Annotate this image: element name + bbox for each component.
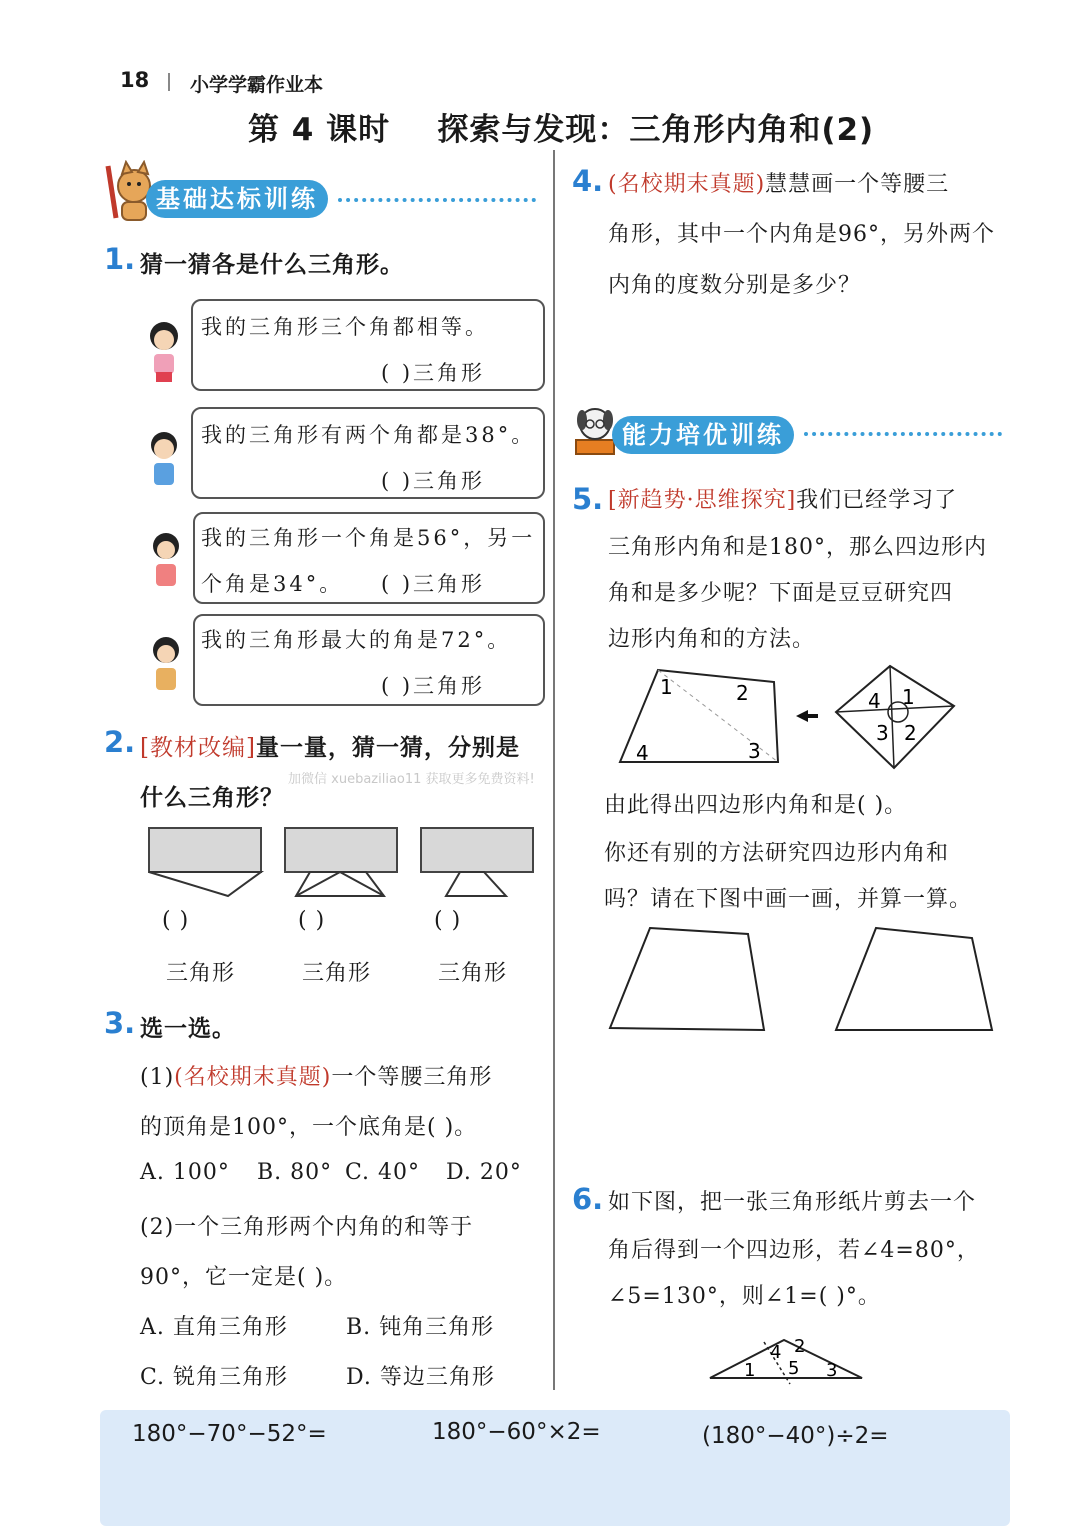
watermark: 加微信 xuebaziliao11 获取更多免费资料! [288,772,535,787]
calc-3: (180°−40°)÷2= [702,1423,889,1449]
q6-triangle-figure [706,1326,868,1386]
q2-caption-2: 三角形 [302,961,372,986]
q3-option-a[interactable]: A. 直角三角形 [140,1315,288,1340]
speech-text: 个角是34°。 [201,572,344,596]
calc-1: 180°−70°−52°= [132,1421,327,1447]
angle-label: 4 [770,1342,782,1363]
q5-line4: 边形内角和的方法。 [608,627,816,652]
speech-text: 我的三角形三个角都相等。 [201,315,489,339]
lesson-title: 第 4 课时 探索与发现：三角形内角和(2) [248,112,875,148]
book-name: 小学学霸作业本 [190,74,324,96]
q5-drawing-area[interactable] [604,920,1004,1040]
speech-text: 我的三角形有两个角都是38°。 [201,423,536,447]
page-number: 18 [120,68,150,92]
dog-mascot-icon [572,404,618,458]
angle-label: 1 [660,675,673,699]
q5-number: 5. [572,482,604,516]
q3-option-c[interactable]: C. 40° [345,1160,421,1185]
angle-label: 3 [876,721,889,745]
arrow-right-icon [796,710,818,722]
q3-option-b[interactable]: B. 80° [257,1160,333,1185]
angle-label: 3 [748,739,761,763]
section-banner-advanced: 能力培优训练 [612,416,794,454]
q2-caption-3: 三角形 [438,961,508,986]
q3-part2-line1: (2)一个三角形两个内角的和等于 [140,1215,474,1240]
q2-figures [140,822,540,902]
angle-label: 2 [904,721,917,745]
speech-text: 我的三角形最大的角是72°。 [201,628,512,652]
q2-blank-2[interactable]: ( ) [298,908,326,933]
banner-dots [804,432,1002,436]
q3-part1-line2: 的顶角是100°，一个底角是( )。 [140,1115,478,1140]
q3-part1-line1: (1)(名校期末真题)一个等腰三角形 [140,1065,493,1090]
q5-quadrilateral-figure [612,660,968,772]
angle-label: 1 [902,685,915,709]
angle-label: 2 [736,681,749,705]
q6-number: 6. [572,1182,604,1216]
speech-box-3 [193,512,545,604]
boy-avatar-icon [144,632,188,702]
answer-blank[interactable]: ( )三角形 [381,469,486,493]
q3-option-c[interactable]: C. 锐角三角形 [140,1365,289,1390]
girl-avatar-icon [144,528,188,598]
speech-text: 我的三角形一个角是56°，另一 [201,526,536,550]
q3-option-d[interactable]: D. 20° [446,1160,522,1185]
speech-box-2 [191,407,545,499]
angle-label: 3 [826,1360,838,1381]
q2-prompt-line2: 什么三角形？ [140,785,284,811]
q2-prompt: [教材改编]量一量，猜一猜，分别是 [140,735,520,761]
angle-label: 5 [788,1358,800,1379]
angle-label: 4 [636,741,649,765]
answer-blank[interactable]: ( )三角形 [381,572,486,596]
speech-box-4 [193,614,545,706]
boy-avatar-icon [142,425,186,495]
q3-option-b[interactable]: B. 钝角三角形 [346,1315,495,1340]
q3-option-a[interactable]: A. 100° [140,1160,230,1185]
q3-option-d[interactable]: D. 等边三角形 [346,1365,495,1390]
q2-number: 2. [104,725,136,759]
q5-result: 由此得出四边形内角和是( )。 [604,793,908,818]
q5-line3: 角和是多少呢？下面是豆豆研究四 [608,581,954,606]
column-divider [553,150,555,1390]
q4-number: 4. [572,164,604,198]
q6-line3: ∠5=130°，则∠1=( )°。 [608,1284,881,1309]
q6-line2: 角后得到一个四边形，若∠4=80°， [608,1238,980,1263]
answer-blank[interactable]: ( )三角形 [381,674,486,698]
banner-dots [338,198,536,202]
q4-line2: 角形，其中一个内角是96°，另外两个 [608,222,995,247]
q1-prompt: 猜一猜各是什么三角形。 [140,252,404,278]
angle-label: 4 [868,689,881,713]
q6-line1: 如下图，把一张三角形纸片剪去一个 [608,1190,977,1215]
speech-box-1 [191,299,545,391]
q5-line1: [新趋势·思维探究]我们已经学习了 [608,488,958,513]
q2-blank-1[interactable]: ( ) [162,908,190,933]
header-divider [168,73,170,91]
q5-ask1: 你还有别的方法研究四边形内角和 [604,841,950,866]
girl-avatar-icon [142,316,186,386]
q1-number: 1. [104,242,136,276]
angle-label: 2 [794,1336,806,1357]
q5-ask2: 吗？请在下图中画一画，并算一算。 [604,887,973,912]
q5-line2: 三角形内角和是180°，那么四边形内 [608,535,987,560]
q4-line3: 内角的度数分别是多少？ [608,273,862,298]
q3-number: 3. [104,1006,136,1040]
answer-blank[interactable]: ( )三角形 [381,361,486,385]
q4-line1: (名校期末真题)慧慧画一个等腰三 [608,172,950,197]
angle-label: 1 [744,1360,756,1381]
q3-prompt: 选一选。 [140,1016,236,1042]
q3-part2-line2: 90°，它一定是( )。 [140,1265,348,1290]
calc-2: 180°−60°×2= [432,1419,601,1445]
q2-caption-1: 三角形 [166,961,236,986]
q2-blank-3[interactable]: ( ) [434,908,462,933]
section-banner-basic: 基础达标训练 [146,180,328,218]
